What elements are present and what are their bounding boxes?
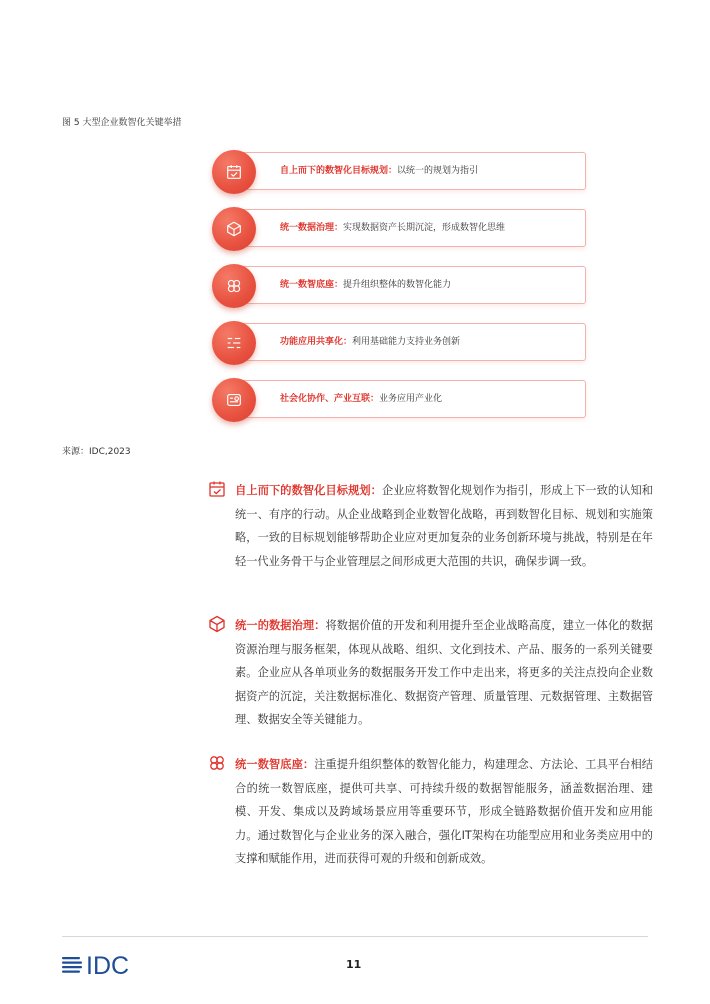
paragraph-text: 将数据价值的开发和利用提升至企业战略高度，建立一体化的数据资源治理与服务框架，体现从战略、组织、文化到技术、产品、服务的一系列关键要素。企业应从各单项业务的数据服务开发工作中走出来，将更多的关注点投向企业数据资产的沉淀，关注数据标准化、数据资产管理、质量管理、元数据管理、主数据管理、数据安全等关键能力。 [235, 619, 653, 727]
logo-text: IDC [86, 952, 130, 978]
paragraph-text: 注重提升组织整体的数智化能力，构建理念、方法论、工具平台相结合的统一数智底座，提供可共享、可持续升级的数据智能服务，涵盖数据治理、建模、开发、集成以及跨域场景应用等重要环节，形成全链路数据价值开发和应用能力。通过数智化与企业业务的深入融合，强化IT架构在功能型应用和业务类应用中的支撑和赋能作用，进而获得可观的升级和创新成效。 [235, 758, 653, 866]
paragraph-section [207, 479, 653, 573]
paragraph-title: 统一的数据治理： [235, 619, 326, 632]
key-measures-diagram [212, 152, 586, 437]
paragraph-title: 统一数智底座： [235, 758, 315, 771]
cube-icon [207, 614, 227, 634]
paragraph-section [207, 614, 653, 732]
step-title: 自上而下的数智化目标规划： [280, 166, 398, 176]
network-icon [207, 753, 227, 773]
paragraph-title: 自上而下的数智化目标规划： [235, 484, 382, 497]
step-item [212, 380, 586, 418]
step-desc: 以统一的规划为指引 [397, 166, 479, 176]
step-desc: 业务应用产业化 [379, 394, 443, 404]
step-title: 统一数据治理： [280, 223, 344, 233]
step-title: 统一数智底座： [280, 280, 344, 290]
footer-divider [62, 936, 648, 937]
page-number: 11 [346, 958, 362, 971]
step-desc: 提升组织整体的数智化能力 [343, 280, 452, 290]
idc-logo [62, 952, 152, 978]
paragraph [207, 479, 653, 573]
network-icon [212, 264, 256, 308]
step-item [212, 266, 586, 304]
step-item [212, 323, 586, 361]
user-card-icon [212, 378, 256, 422]
paragraph-section [207, 753, 653, 871]
cube-icon [212, 207, 256, 251]
calendar-check-icon [207, 479, 227, 499]
list-icon [212, 321, 256, 365]
step-desc: 实现数据资产长期沉淀，形成数智化思维 [343, 223, 506, 233]
step-item [212, 152, 586, 190]
paragraph-text: 企业应将数智化规划作为指引，形成上下一致的认知和统一、有序的行动。从企业战略到企业数智化战略，再到数智化目标、规划和实施策略，一致的目标规划能够帮助企业应对更加复杂的业务创新环境与挑战，特别是在年轻一代业务骨干与企业管理层之间形成更大范围的共识，确保步调一致。 [235, 484, 653, 568]
step-item [212, 209, 586, 247]
paragraph [207, 753, 653, 871]
step-desc: 利用基础能力支持业务创新 [352, 337, 461, 347]
calendar-check-icon [212, 150, 256, 194]
source-note: 来源：IDC,2023 [62, 447, 131, 457]
figure-caption: 图 5 大型企业数智化关键举措 [62, 118, 182, 128]
step-title: 社会化协作、产业互联： [280, 394, 380, 404]
paragraph [207, 614, 653, 732]
step-title: 功能应用共享化： [280, 337, 353, 347]
